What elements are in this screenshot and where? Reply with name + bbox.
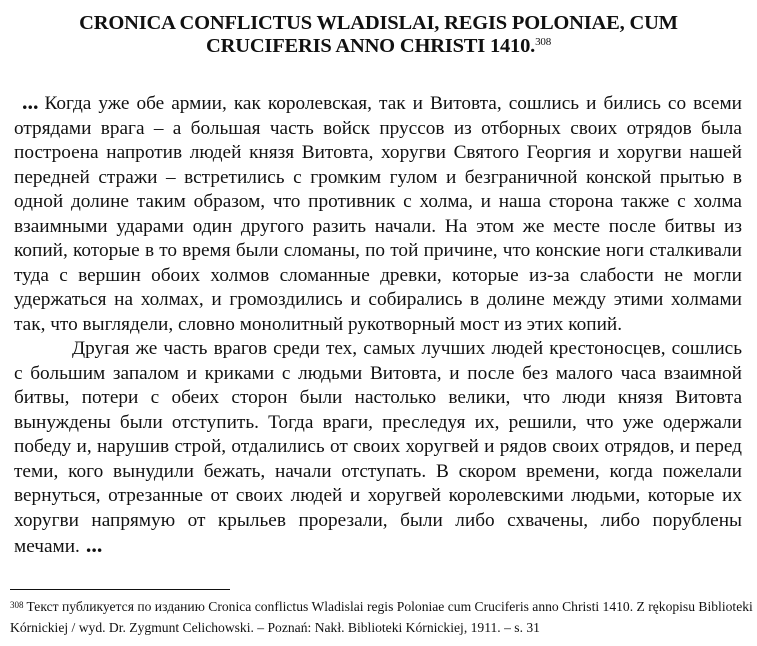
paragraph-2-text: Другая же часть врагов среди тех, самых лучших людей крестоносцев, сошлись с большим запалом и криками с людьми Витовта, и после без малого часа взаимной битвы, потери с обеих сторон были настолько велики, что люди князя Витовта вынуждены были отступить. Тогда враги, преследуя их, решили, что уже одержали победу и, нарушив строй, отдалились от своих хоругвей и рядов своих отрядов, и перед теми, кого вынудили бежать, начали отступать. В скором времени, когда пожелали вернуться, отрезанные от своих людей и хоругвей королевскими людьми, которые их хоругви напрямую от крыльев прорезали, были либо схвачены, либо порублены мечами. <box>14 338 742 557</box>
title-line-2 <box>0 35 757 58</box>
paragraph-1 <box>14 90 742 337</box>
paragraph-1-text: Когда уже обе армии, как королевская, так и Витовта, сошлись и бились со всеми отрядами врага – а большая часть войск пруссов из отборных своих отрядов была построена напротив людей князя Витовта, хоругви Святого Георгия и хоругви нашей передней стражи – встретились с громким гулом и безграничной конской прытью в одной долине таким образом, что противник с холма, и наша сторона также с холма взаимными ударами один другого разить начали. На этом же месте после битвы из копий, которые в то время были сломаны, по той причине, что конские ноги сталкивали туда с вершин обоих холмов сломанные древки, которые из-за слабости не могли удержаться на холмах, и громоздились и собирались в долине между этими холмами так, что выглядели, словно монолитный рукотворный мост из этих копий. <box>14 93 742 335</box>
footnote-text: Текст публикуется по изданию Cronica conflictus Wladislai regis Poloniae cum Cruciferis anno Christi 1410. Z rękopisu Biblioteki Kórnickiej / wyd. Dr. Zygmunt Celichowski. – Poznań: Nakł. Biblioteki Kórnickiej, 1911. – s. 31 <box>10 599 753 635</box>
footnote <box>10 596 755 638</box>
document-body <box>14 90 742 560</box>
ellipsis-start: ... <box>22 89 39 114</box>
footnote-reference[interactable]: 308 <box>535 36 551 48</box>
footnote-divider <box>10 589 230 590</box>
ellipsis-end: ... <box>85 532 103 557</box>
title-line-1: CRONICA CONFLICTUS WLADISLAI, REGIS POLONIAE, CUM <box>79 12 678 34</box>
footnote-number: 308 <box>10 600 24 610</box>
paragraph-2 <box>14 337 742 560</box>
document-title <box>0 12 757 58</box>
title-line-2-text: CRUCIFERIS ANNO CHRISTI 1410. <box>206 35 536 57</box>
